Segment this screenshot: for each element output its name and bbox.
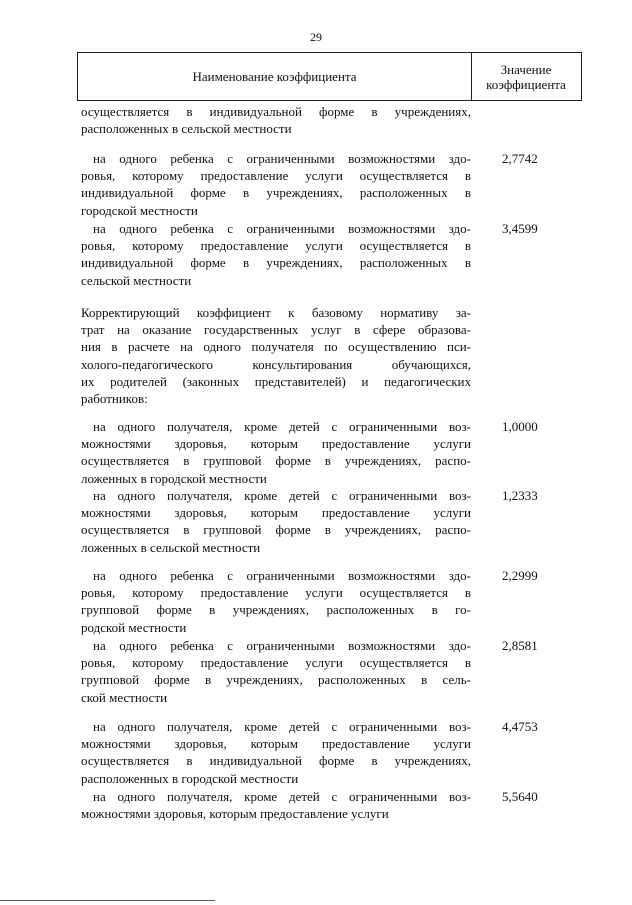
coefficient-value: 1,0000 xyxy=(502,419,538,434)
table-row-line: на одного получателя, кроме детей с ограниченными воз- xyxy=(93,488,471,503)
page-number: 29 xyxy=(310,30,322,44)
table-row-line: ровья, которому предоставление услуги осуществляется в xyxy=(81,585,471,601)
table-row-line: их родителей (законных представителей) и педагогических xyxy=(81,373,471,389)
table-row-text xyxy=(81,304,471,407)
table-row-line: на одного получателя, кроме детей с ограниченными воз- xyxy=(93,719,471,734)
footnote-rule xyxy=(0,900,215,901)
table-row-line: на одного получателя, кроме детей с ограниченными воз- xyxy=(93,789,471,804)
table-row-line: ровья, которому предоставление услуги осуществляется в xyxy=(81,238,471,254)
table-row-line: на одного ребенка с ограниченными возможностями здо- xyxy=(93,638,471,653)
table-row-line: ской местности xyxy=(81,689,168,705)
table-row-line: на одного ребенка с ограниченными возможностями здо- xyxy=(93,221,471,236)
table-row-line: расположенных в городской местности xyxy=(81,770,299,786)
table-row-line: можностями здоровья, которым предоставление услуги xyxy=(81,806,389,822)
table-row-line: сельской местности xyxy=(81,272,192,288)
coefficient-value: 3,4599 xyxy=(502,221,538,236)
table-row-line: осуществляется в индивидуальной форме в учреждениях, xyxy=(81,753,471,769)
table-row-line: можностями здоровья, которым предоставление услуги xyxy=(81,736,471,752)
table-row-line: Корректирующий коэффициент к базовому нормативу за- xyxy=(81,305,471,320)
table-row-text xyxy=(81,220,471,289)
table-row-line: индивидуальной форме в учреждениях, расположенных в xyxy=(81,255,471,271)
table-row-line: индивидуальной форме в учреждениях, расположенных в xyxy=(81,185,471,201)
table-row-line: расположенных в сельской местности xyxy=(81,121,292,137)
table-row-line: осуществляется в групповой форме в учреждениях, распо- xyxy=(81,522,471,538)
coefficient-value: 1,2333 xyxy=(502,488,538,503)
column-header-value-line1: Значение xyxy=(500,61,552,77)
table-row-line: можностями здоровья, которым предоставление услуги xyxy=(81,436,471,452)
table-row-line: городской местности xyxy=(81,202,198,218)
column-header-value xyxy=(471,53,581,100)
table-row-text xyxy=(81,103,471,137)
table-row-line: осуществляется в индивидуальной форме в учреждениях, xyxy=(81,104,471,119)
table-row-line: осуществляется в групповой форме в учреждениях, распо- xyxy=(81,453,471,469)
table-row-text xyxy=(81,637,471,706)
table-row-line: можностями здоровья, которым предоставление услуги xyxy=(81,505,471,521)
table-row-line: ровья, которому предоставление услуги осуществляется в xyxy=(81,168,471,184)
table-row-text xyxy=(81,718,471,787)
table-row-text xyxy=(81,418,471,487)
coefficient-value: 2,8581 xyxy=(502,638,538,653)
table-row-line: ровья, которому предоставление услуги осуществляется в xyxy=(81,655,471,671)
column-header-name: Наименование коэффициента xyxy=(78,53,472,100)
column-header-value-line2: коэффициента xyxy=(486,76,566,92)
table-row-line: на одного ребенка с ограниченными возможностями здо- xyxy=(93,568,471,583)
coefficient-value: 4,4753 xyxy=(502,719,538,734)
table-row-line: ния в расчете на одного получателя по осуществлению пси- xyxy=(81,339,471,355)
coefficient-value: 2,7742 xyxy=(502,151,538,166)
table-row-text xyxy=(81,788,471,822)
table-row-line: ложенных в сельской местности xyxy=(81,539,261,555)
table-row-line: на одного получателя, кроме детей с ограниченными воз- xyxy=(93,419,471,434)
table-header xyxy=(77,52,582,101)
table-row-line: работников: xyxy=(81,391,148,407)
table-row-line: на одного ребенка с ограниченными возможностями здо- xyxy=(93,151,471,166)
table-row-text xyxy=(81,150,471,219)
table-row-line: групповой форме в учреждениях, расположенных в сель- xyxy=(81,672,471,688)
table-row-text xyxy=(81,487,471,556)
coefficient-value: 5,5640 xyxy=(502,789,538,804)
coefficient-value: 2,2999 xyxy=(502,568,538,583)
table-row-line: родской местности xyxy=(81,619,187,635)
table-row-text xyxy=(81,567,471,636)
table-row-line: холого-педагогического консультирования обучающихся, xyxy=(81,356,471,372)
table-row-line: трат на оказание государственных услуг в сфере образова- xyxy=(81,322,471,338)
table-row-line: ложенных в городской местности xyxy=(81,470,267,486)
table-row-line: групповой форме в учреждениях, расположенных в го- xyxy=(81,602,471,618)
